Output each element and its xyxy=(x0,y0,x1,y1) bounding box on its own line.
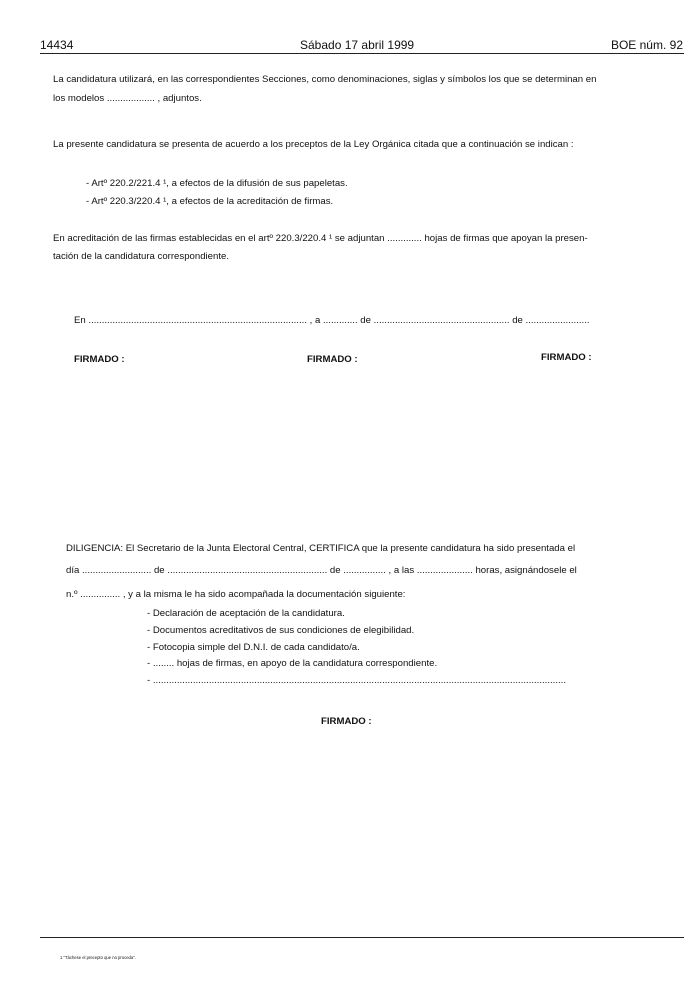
page-number: 14434 xyxy=(40,38,74,52)
paragraph-preceptos: La presente candidatura se presenta de acuerdo a los preceptos de la Ley Orgánica citada que a continuación se indican : xyxy=(53,139,574,150)
paragraph-denominations-line1: La candidatura utilizará, en las correspondientes Secciones, como denominaciones, siglas y símbolos los que se determinan en xyxy=(53,74,597,85)
list-item-difusion: - Artº 220.2/221.4 ¹, a efectos de la difusión de sus papeletas. xyxy=(86,178,348,189)
place-date-line: En .................................................................................. , a ............. de ................................................... de ........................ xyxy=(74,315,590,326)
diligencia-line1: DILIGENCIA: El Secretario de la Junta Electoral Central, CERTIFICA que la presente candidatura ha sido presentada el xyxy=(66,543,576,554)
paragraph-denominations-line2: los modelos .................. , adjuntos. xyxy=(53,93,202,104)
doc-item-other: - ........................................................................................................................................................... xyxy=(147,675,567,686)
header-rule xyxy=(40,53,684,54)
signed-label-3: FIRMADO : xyxy=(541,352,592,363)
signed-label-2: FIRMADO : xyxy=(307,354,358,365)
issue-number: BOE núm. 92 xyxy=(610,38,683,52)
signed-label-1: FIRMADO : xyxy=(74,354,125,365)
diligencia-line2: día .......................... de ............................................................ de ................ , a las ..................... horas, asignándosele el xyxy=(66,565,577,576)
footnote: 1 "Táchese el precepto que no proceda". xyxy=(60,955,136,960)
doc-item-dni: - Fotocopia simple del D.N.I. de cada candidato/a. xyxy=(147,642,360,653)
list-item-acreditacion: - Artº 220.3/220.4 ¹, a efectos de la acreditación de firmas. xyxy=(86,196,334,207)
publication-date: Sábado 17 abril 1999 xyxy=(300,38,415,52)
paragraph-firmas-line1: En acreditación de las firmas establecidas en el artº 220.3/220.4 ¹ se adjuntan ............. hojas de firmas que apoyan la presen- xyxy=(53,233,588,244)
doc-item-aceptacion: - Declaración de aceptación de la candidatura. xyxy=(147,608,345,619)
paragraph-firmas-line2: tación de la candidatura correspondiente. xyxy=(53,251,230,262)
footer-rule xyxy=(40,937,684,938)
doc-item-hojas: - ........ hojas de firmas, en apoyo de la candidatura correspondiente. xyxy=(147,658,438,669)
diligencia-line3: n.º ............... , y a la misma le ha sido acompañada la documentación siguiente: xyxy=(66,589,406,600)
doc-item-elegibilidad: - Documentos acreditativos de sus condiciones de elegibilidad. xyxy=(147,625,415,636)
diligencia-signed-label: FIRMADO : xyxy=(321,716,372,727)
